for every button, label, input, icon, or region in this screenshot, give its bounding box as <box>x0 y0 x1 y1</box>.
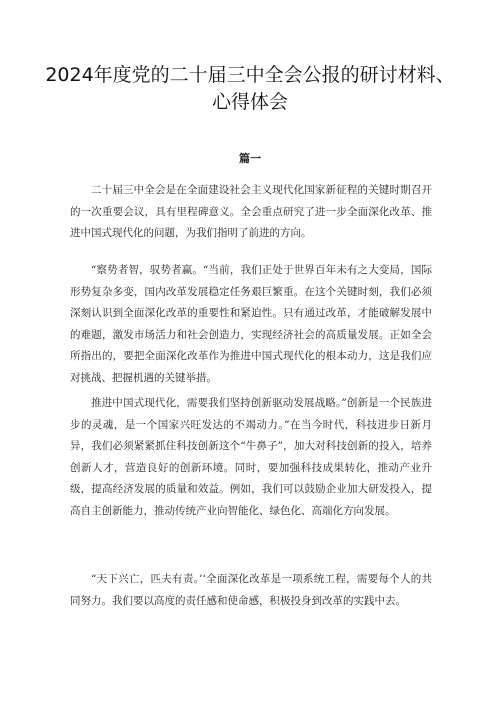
paragraph-3: 推进中国式现代化，需要我们坚持创新驱动发展战略。”创新是一个民族进步的灵魂，是一个国家兴旺发达的不竭动力。”在当今时代，科技进步日新月异，我们必须紧紧抓住科技创新这个“牛鼻子”，加大对科技创新的投入，培养创新人才，营造良好的创新环境。同时，要加强科技成果转化，推动产业升级，提高经济发展的质量和效益。例如，我们可以鼓励企业加大研发投入，提高自主创新能力，推动传统产业向智能化、绿色化、高端化方向发展。 <box>70 397 432 517</box>
paragraph-1: 二十届三中全会是在全面建设社会主义现代化国家新征程的关键时期召开的一次重要会议，具有里程碑意义。全会重点研究了进一步全面深化改革、推进中国式现代化的问题，为我们指明了前进的方向。 <box>70 184 432 239</box>
paragraph-4: “天下兴亡，匹夫有责。’‘全面深化改革是一项系统工程，需要每个人的共同努力。我们要以高度的责任感和使命感，积极投身到改革的实践中去。 <box>70 573 432 607</box>
document-title: 2024年度党的二十届三中全会公报的研讨材料、心得体会 <box>45 64 455 113</box>
paragraph-2: “察势者智，驭势者赢。“当前，我们正处于世界百年未有之大变局，国际形势复杂多变，国内改革发展稳定任务艰巨繁重。在这个关键时刻，我们必须深刻认识到全面深化改革的重要性和紧迫性。只有通过改革，才能破解发展中的难题，激发市场活力和社会创造力，实现经济社会的高质量发展。正如全会所指出的，要把全面深化改革作为推进中国式现代化的根本动力，这是我们应对挑战、把握机遇的关键举措。 <box>70 264 432 384</box>
section-heading: 篇一 <box>239 152 261 165</box>
